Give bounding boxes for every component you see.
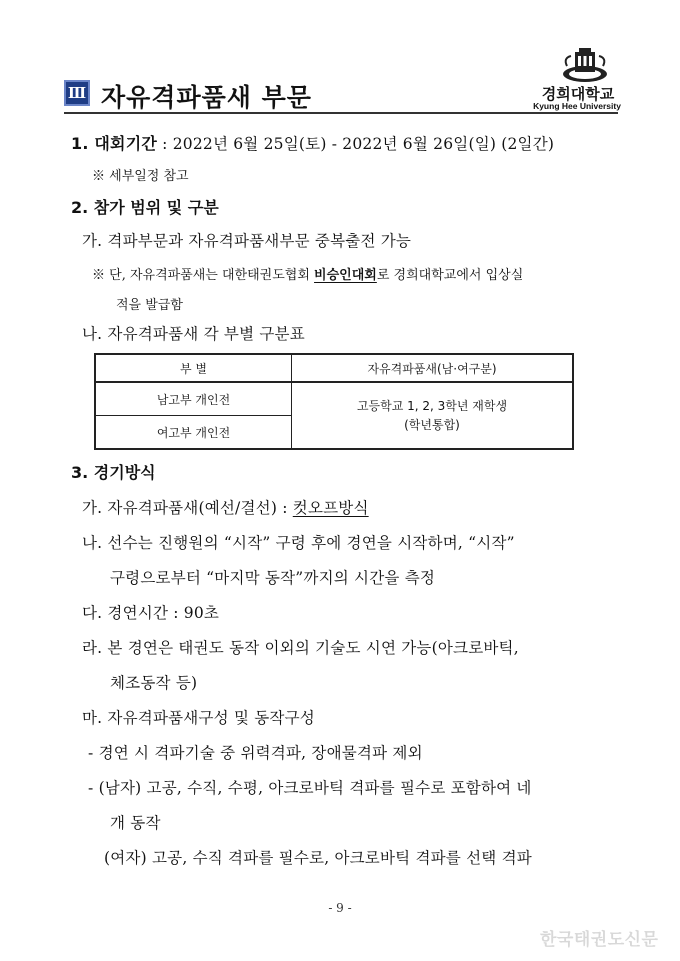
non-approved-note bbox=[92, 264, 523, 283]
event-period: : 2022년 6월 25일(토) - 2022년 6월 26일(일) (2일간) bbox=[157, 135, 555, 153]
format-label: 가. 자유격파품새(예선/결선) : bbox=[82, 499, 293, 517]
note-text-post: 로 경희대학교에서 입상실 bbox=[376, 268, 524, 283]
table-cell-male-individual: 남고부 개인전 bbox=[95, 382, 292, 416]
note-text-pre: ※ 단, 자유격파품새는 대한태권도협회 bbox=[92, 268, 315, 283]
division-table bbox=[94, 353, 574, 450]
item-da-duration: 다. 경연시간 : 90초 bbox=[82, 604, 220, 622]
university-logo-text: 경희대학교 bbox=[541, 85, 615, 103]
section-1-heading: 1. 대회기간 bbox=[71, 134, 158, 153]
header-divider bbox=[64, 112, 618, 114]
eligibility-line-2: (학년통합) bbox=[404, 417, 460, 432]
item-ga-duplicate-entry: 가. 격파부문과 자유격파품새부문 중복출전 가능 bbox=[82, 232, 412, 250]
newspaper-watermark: 한국태권도신문 bbox=[540, 930, 659, 950]
item-na-line-2: 구령으로부터 “마지막 동작”까지의 시간을 측정 bbox=[110, 569, 436, 587]
non-approved-note-cont: 적을 발급함 bbox=[116, 298, 183, 313]
note-emphasis: 비승인대회 bbox=[314, 268, 377, 283]
university-emblem-icon bbox=[561, 44, 609, 84]
item-ra-line-1: 라. 본 경연은 태권도 동작 이외의 기술도 시연 가능(아크로바틱, bbox=[82, 639, 519, 657]
item-ma-composition: 마. 자유격파품새구성 및 동작구성 bbox=[82, 709, 315, 727]
format-cutoff: 컷오프방식 bbox=[292, 499, 369, 517]
page-number: - 9 - bbox=[328, 901, 352, 915]
section-3-heading: 3. 경기방식 bbox=[71, 463, 156, 482]
item-na-table-caption: 나. 자유격파품새 각 부별 구분표 bbox=[82, 325, 305, 343]
section-1-line bbox=[71, 131, 554, 154]
table-cell-eligibility bbox=[292, 382, 574, 449]
schedule-note: ※ 세부일정 참고 bbox=[92, 169, 189, 184]
dash-male-required-line-2: 개 동작 bbox=[110, 814, 161, 832]
section-title: 자유격파품새 부문 bbox=[101, 83, 312, 112]
eligibility-line-1: 고등학교 1, 2, 3학년 재학생 bbox=[356, 398, 508, 413]
dash-male-required-line-1: - (남자) 고공, 수직, 수평, 아크로바틱 격파를 필수로 포함하여 네 bbox=[88, 779, 532, 797]
table-header-division: 부 별 bbox=[95, 354, 292, 382]
section-number-badge: Ⅲ bbox=[64, 80, 90, 106]
table-header-category: 자유격파품새(남·여구분) bbox=[292, 354, 574, 382]
university-logo-subtext: Kyung Hee University bbox=[533, 101, 621, 111]
female-required-line: (여자) 고공, 수직 격파를 필수로, 아크로바틱 격파를 선택 격파 bbox=[104, 849, 532, 867]
dash-excluded-techniques: - 경연 시 격파기술 중 위력격파, 장애물격파 제외 bbox=[88, 744, 423, 762]
table-cell-female-individual: 여고부 개인전 bbox=[95, 416, 292, 450]
item-na-line-1: 나. 선수는 진행원의 “시작” 구령 후에 경연을 시작하며, “시작” bbox=[82, 534, 515, 552]
item-ga-format bbox=[82, 496, 369, 518]
item-ra-line-2: 체조동작 등) bbox=[110, 674, 198, 692]
section-2-heading: 2. 참가 범위 및 구분 bbox=[71, 198, 219, 217]
